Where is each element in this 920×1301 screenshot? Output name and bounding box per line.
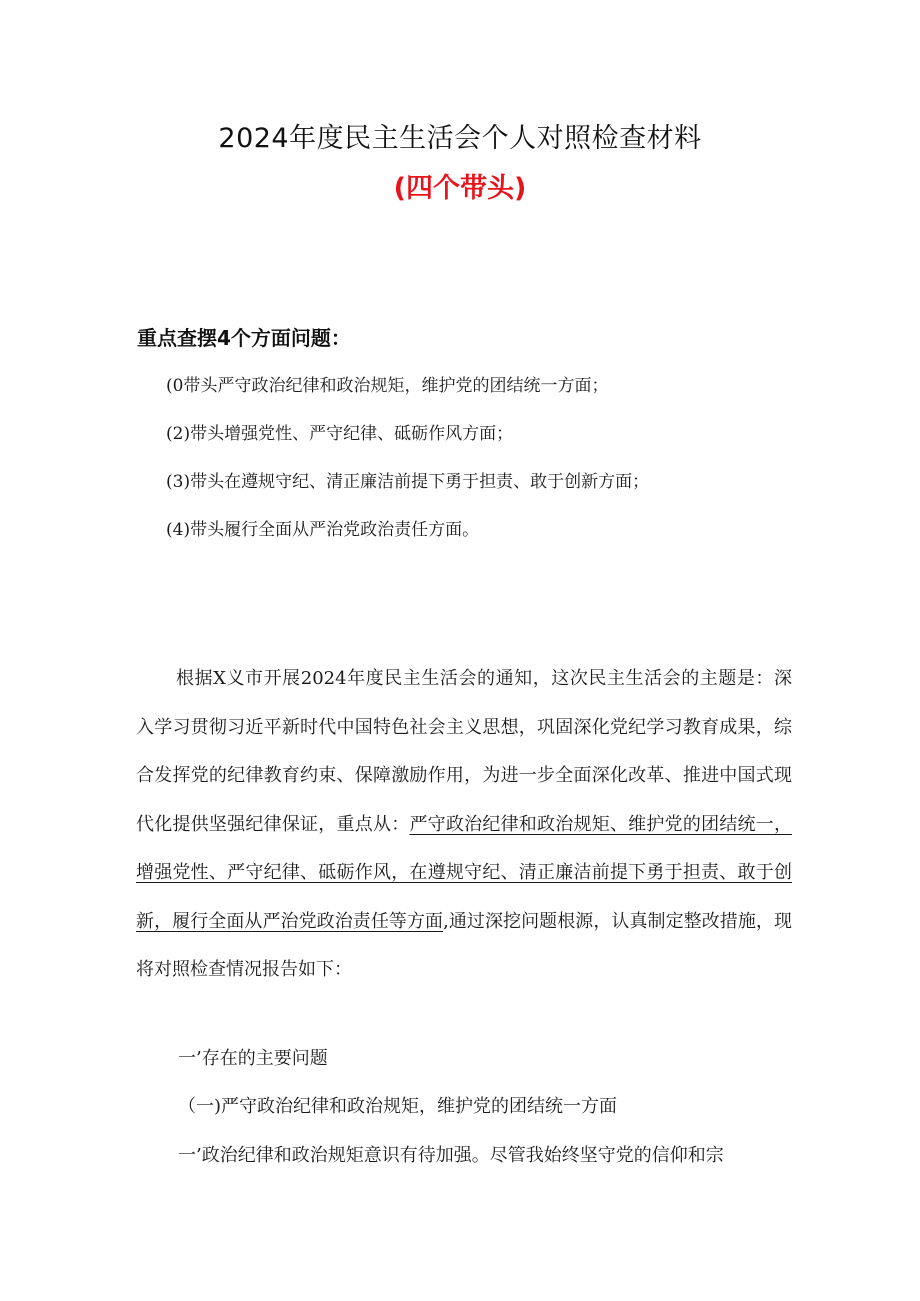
intro-underlined-focus: 严守政治纪律和政治规矩、维护党的团结统一，增强党性、严守纪律、砥砺作风，在遵规守纪、清正廉洁前提下勇于担责、敢于创新，履行全面从严治党政治责任等方面	[136, 813, 793, 932]
intro-paragraph	[136, 655, 792, 995]
subsection-heading: （一)严守政治纪律和政治规矩，维护党的团结统一方面	[178, 1096, 618, 1117]
focus-item: (2)带头增强党性、严守纪律、砥砺作风方面；	[166, 424, 514, 444]
focus-item: (3)带头在遵规守纪、清正廉洁前提下勇于担责、敢于创新方面；	[166, 472, 650, 492]
focus-item: (4)带头履行全面从严治党政治责任方面。	[166, 520, 480, 540]
body-last-line: 一’政治纪律和政治规矩意识有待加强。尽管我始终坚守党的信仰和宗	[178, 1145, 724, 1166]
focus-item: (0带头严守政治纪律和政治规矩，维护党的团结统一方面；	[166, 376, 609, 396]
focus-heading: 重点查摆4个方面问题：	[137, 326, 351, 350]
document-title: 2024年度民主生活会个人对照检查材料	[218, 123, 702, 154]
intro-lead: 根据X义市开展2024年度民主生活会的通知，这次民主生活会的主题是：深入学习贯彻习近平新时代中国特色社会主义思想，巩固深化党纪学习教育成果，综合发挥党的纪律教育约束、保障激励作用，为进一步全面深化改革、推进中国式现代化提供坚强纪律保证，重点从：	[136, 668, 792, 835]
section-heading: 一’存在的主要问题	[178, 1048, 328, 1069]
intro-tail: ,通过深挖问题根源，认真制定整改措施，现将对照检查情况报告如下：	[136, 910, 792, 980]
document-subtitle: (四个带头)	[393, 173, 527, 204]
focus-list	[166, 374, 649, 566]
